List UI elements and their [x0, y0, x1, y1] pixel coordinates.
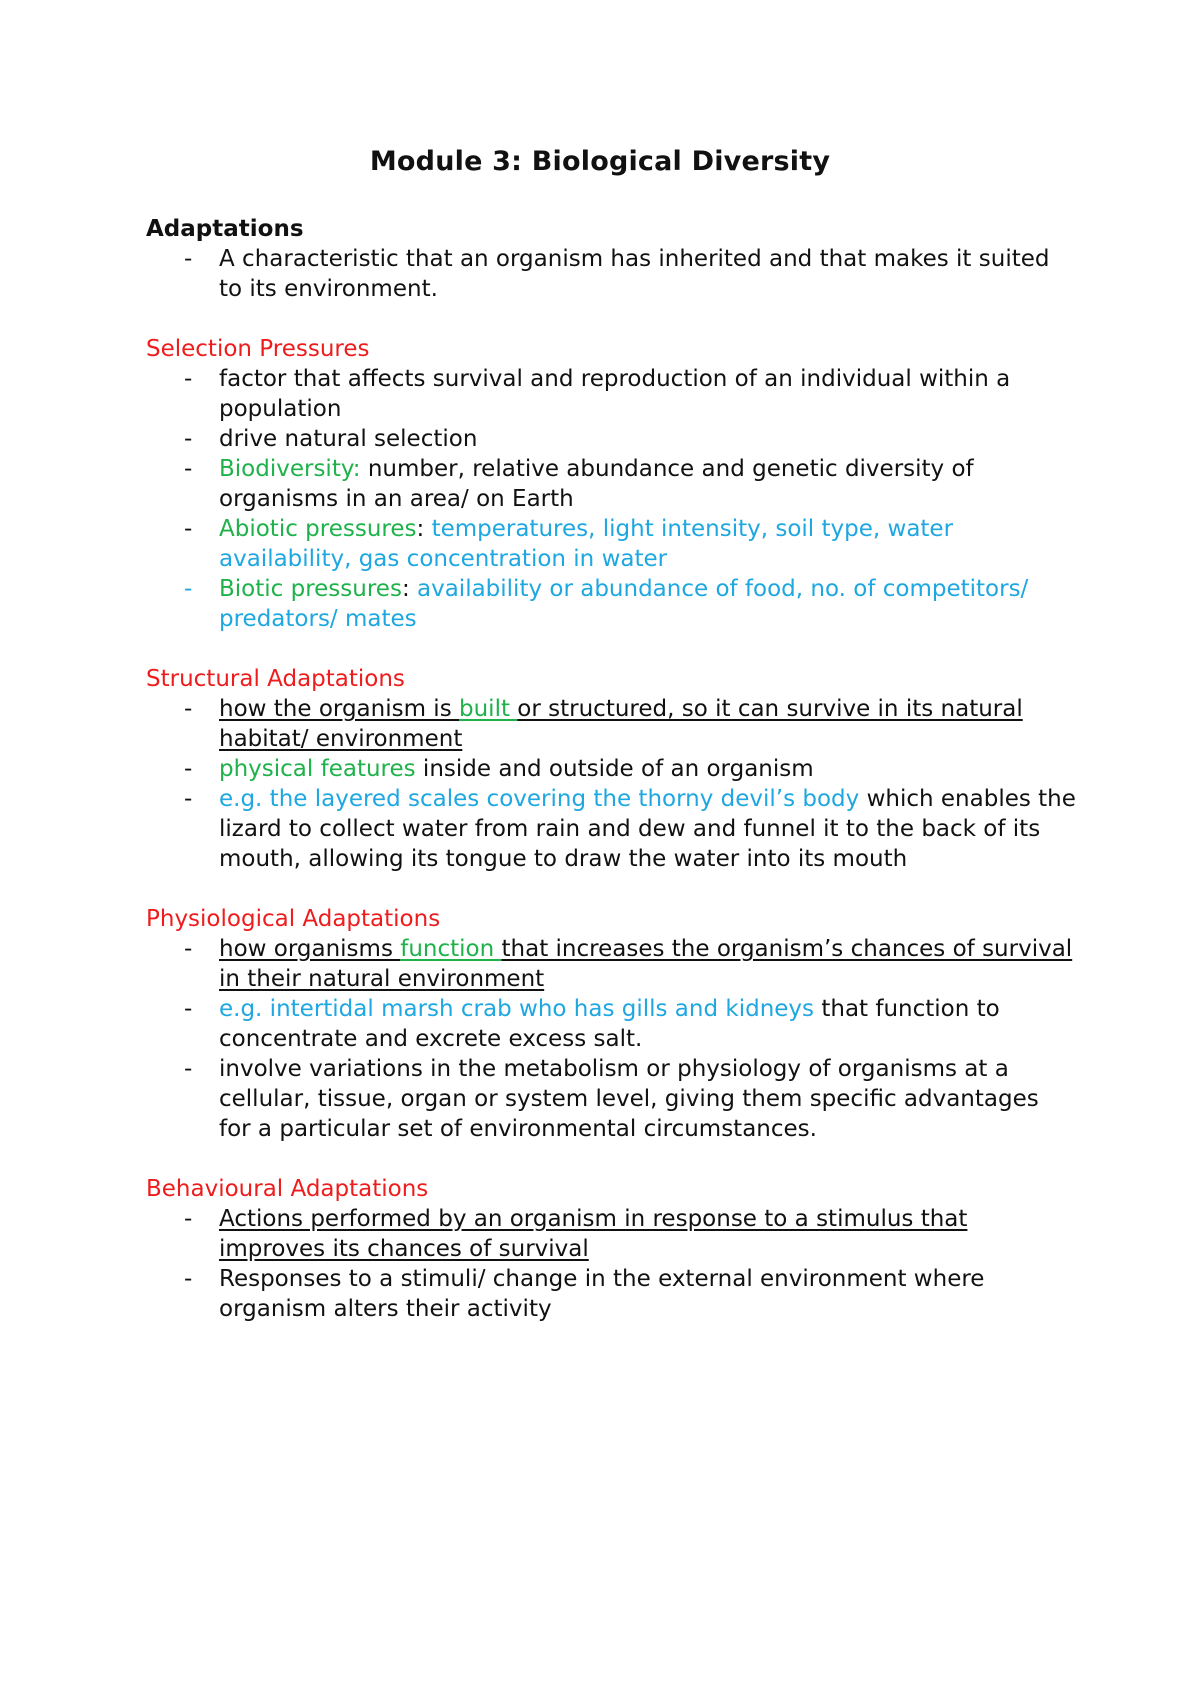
- heading-physiological-adaptations: Physiological Adaptations: [146, 906, 441, 932]
- term-abiotic-pressures: Abiotic pressures: [219, 516, 417, 542]
- bullet-dash: -: [184, 696, 193, 722]
- item-text: number, relative abundance and genetic diversity of organisms in an area/ on Earth: [219, 456, 974, 512]
- section-structural-adaptations: [146, 664, 1076, 874]
- bullet-dash: -: [184, 1266, 193, 1292]
- bullet-dash: -: [184, 1206, 193, 1232]
- list-item: [146, 514, 1076, 574]
- list-item: [146, 244, 1076, 304]
- bullet-dash: -: [184, 516, 193, 542]
- section-selection-pressures: [146, 334, 1076, 634]
- term-physical-features: physical features: [219, 756, 416, 782]
- list-item: [146, 454, 1076, 514]
- bullet-dash: -: [184, 426, 193, 452]
- bullet-dash: -: [184, 456, 193, 482]
- bullet-dash: -: [184, 246, 193, 272]
- item-text: how the organism is: [219, 696, 459, 722]
- item-colon: :: [416, 516, 432, 542]
- page-title: Module 3: Biological Diversity: [369, 146, 831, 177]
- bullet-dash: -: [184, 756, 193, 782]
- section-behavioural-adaptations: [146, 1174, 1076, 1324]
- list-item: [146, 424, 1076, 454]
- bullet-dash: -: [184, 366, 193, 392]
- list-item: [146, 994, 1076, 1054]
- list-item: [146, 574, 1076, 634]
- item-text: or structured, so it can survive in its natural habitat/ environment: [219, 696, 1023, 752]
- item-text: involve variations in the metabolism or physiology of organisms at a cellular, tissue, organ or system level, giving them specific advantages for a particular set of environmental circumstances.: [219, 1056, 1039, 1142]
- adaptations-list: [146, 244, 1076, 304]
- item-text: drive natural selection: [219, 426, 478, 452]
- item-text: inside and outside of an organism: [415, 756, 814, 782]
- heading-selection-pressures: Selection Pressures: [146, 336, 370, 362]
- item-text: A characteristic that an organism has inherited and that makes it suited to its environment.: [219, 246, 1050, 302]
- behavioural-list: [146, 1204, 1076, 1324]
- item-text: Responses to a stimuli/ change in the external environment where organism alters their activity: [219, 1266, 985, 1322]
- term-function: function: [400, 936, 502, 962]
- bullet-dash: -: [184, 936, 193, 962]
- list-item: [146, 784, 1076, 874]
- example-biotic: availability or abundance of food, no. of competitors/ predators/ mates: [219, 576, 1029, 632]
- list-item: [146, 754, 1076, 784]
- list-item: [146, 934, 1076, 994]
- section-physiological-adaptations: [146, 904, 1076, 1144]
- example-abiotic: temperatures, light intensity, soil type, water availability, gas concentration in water: [219, 516, 954, 572]
- item-text: that increases the organism’s chances of survival in their natural environment: [219, 936, 1073, 992]
- item-text: factor that affects survival and reproduction of an individual within a population: [219, 366, 1011, 422]
- physiological-list: [146, 934, 1076, 1144]
- item-text: which enables the lizard to collect water from rain and dew and funnel it to the back of its mouth, allowing its tongue to draw the water into its mouth: [219, 786, 1076, 872]
- term-biodiversity: Biodiversity:: [219, 456, 361, 482]
- heading-structural-adaptations: Structural Adaptations: [146, 666, 405, 692]
- list-item: [146, 364, 1076, 424]
- bullet-dash: -: [184, 576, 193, 602]
- list-item: [146, 694, 1076, 754]
- item-text: that function to concentrate and excrete excess salt.: [219, 996, 1000, 1052]
- document-body: [146, 214, 1076, 1354]
- item-colon: :: [401, 576, 417, 602]
- item-text: how organisms: [219, 936, 401, 962]
- heading-adaptations: Adaptations: [146, 216, 304, 242]
- term-biotic-pressures: Biotic pressures: [219, 576, 402, 602]
- list-item: [146, 1264, 1076, 1324]
- example-marsh-crab: e.g. intertidal marsh crab who has gills and kidneys: [219, 996, 815, 1022]
- term-built: built: [459, 696, 518, 722]
- section-adaptations: [146, 214, 1076, 304]
- bullet-dash: -: [184, 996, 193, 1022]
- item-text: Actions performed by an organism in response to a stimulus that improves its chances of survival: [219, 1206, 968, 1262]
- structural-list: [146, 694, 1076, 874]
- heading-behavioural-adaptations: Behavioural Adaptations: [146, 1176, 429, 1202]
- example-thorny-devil: e.g. the layered scales covering the thorny devil’s body: [219, 786, 860, 812]
- list-item: [146, 1204, 1076, 1264]
- list-item: [146, 1054, 1076, 1144]
- bullet-dash: -: [184, 786, 193, 812]
- bullet-dash: -: [184, 1056, 193, 1082]
- selection-list: [146, 364, 1076, 634]
